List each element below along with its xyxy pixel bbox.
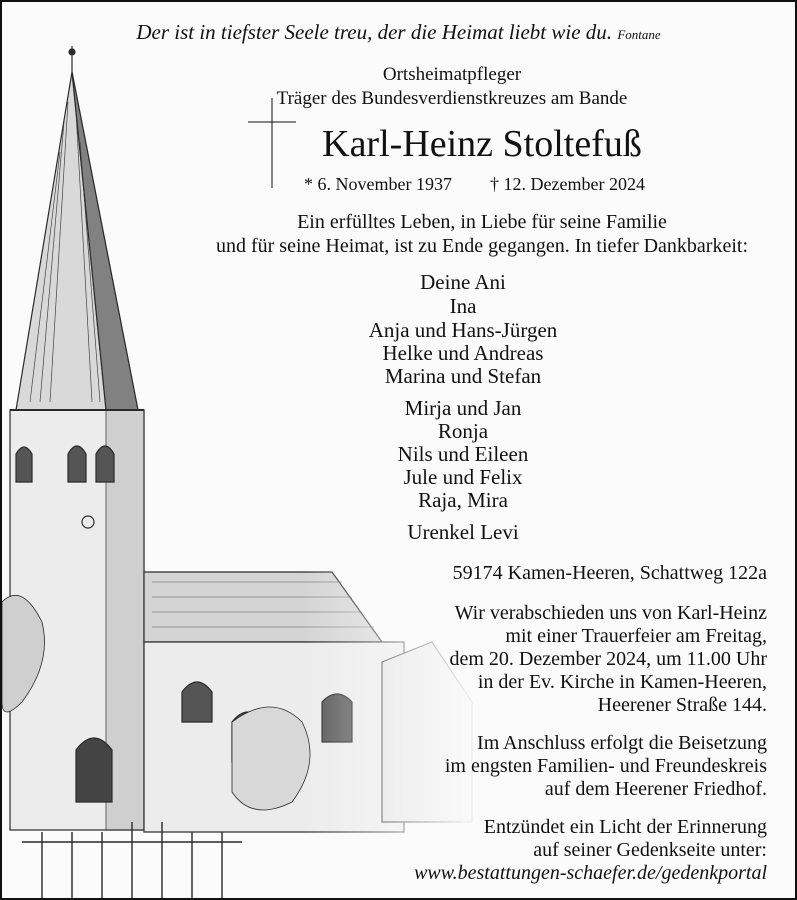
death-date: † 12. Dezember 2024: [490, 174, 645, 194]
service-line: mit einer Trauerfeier am Freitag,: [505, 625, 767, 647]
family-member: Raja, Mira: [418, 488, 508, 512]
title-honorary: Ortsheimatpfleger: [382, 64, 522, 85]
family-member: Ronja: [437, 419, 489, 443]
family-member: Deine Ani: [420, 270, 506, 294]
great-grandchild: Urenkel Levi: [407, 520, 519, 544]
memorial-website-link[interactable]: www.bestattungen-schaefer.de/gedenkportal: [414, 862, 767, 884]
intro-line-1: Ein erfülltes Leben, in Liebe für seine Familie: [297, 211, 667, 233]
service-line: in der Ev. Kirche in Kamen-Heeren,: [477, 671, 767, 693]
burial-line: auf dem Heerener Friedhof.: [544, 778, 767, 800]
family-member: Mirja und Jan: [404, 396, 522, 420]
motto-quote: [2, 20, 795, 45]
memorial-line: auf seiner Gedenkseite unter:: [533, 839, 767, 861]
service-line: Heerener Straße 144.: [597, 694, 767, 716]
burial-line: im engsten Familien- und Freundeskreis: [444, 755, 767, 777]
title-award: Träger des Bundesverdienstkreuzes am Bande: [276, 88, 628, 109]
intro-line-2: und für seine Heimat, ist zu Ende gegangen. In tiefer Dankbarkeit:: [215, 235, 749, 257]
deceased-name: Karl-Heinz Stoltefuß: [322, 123, 642, 165]
family-member: Anja und Hans-Jürgen: [368, 318, 558, 342]
memorial-line: Entzündet ein Licht der Erinnerung: [483, 816, 767, 838]
service-line: dem 20. Dezember 2024, um 11.00 Uhr: [449, 648, 767, 670]
family-member: Nils und Eileen: [397, 442, 529, 466]
burial-line: Im Anschluss erfolgt die Beisetzung: [477, 732, 767, 754]
service-line: Wir verabschieden uns von Karl-Heinz: [454, 602, 767, 624]
family-member: Marina und Stefan: [384, 364, 542, 388]
motto-author: Fontane: [617, 27, 661, 42]
family-member: Ina: [449, 294, 477, 318]
birth-date: * 6. November 1937: [304, 174, 452, 194]
family-member: Jule und Felix: [403, 465, 523, 489]
family-member: Helke und Andreas: [382, 341, 544, 365]
motto-text: Der ist in tiefster Seele treu, der die Heimat liebt wie du.: [136, 20, 613, 44]
address: 59174 Kamen-Heeren, Schattweg 122a: [452, 562, 767, 584]
